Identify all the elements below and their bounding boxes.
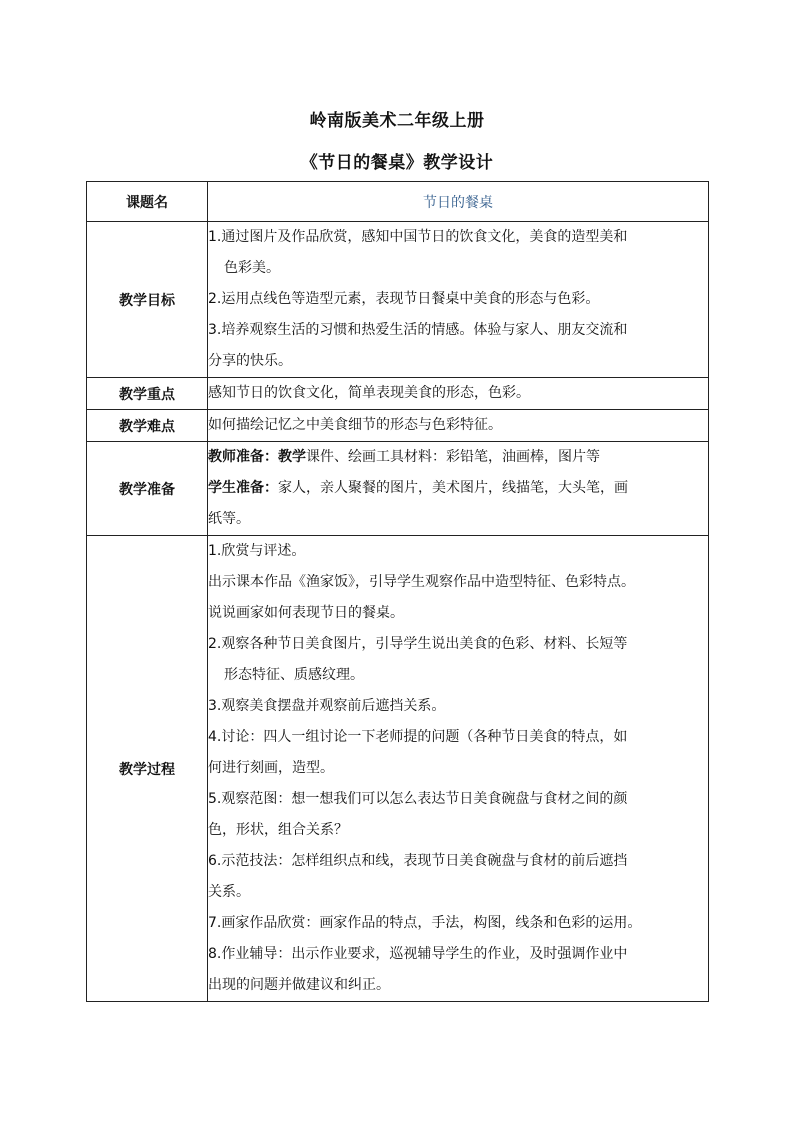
document-subtitle: 《节日的餐桌》教学设计: [300, 153, 494, 173]
student-preparation: [208, 473, 708, 504]
student-preparation-continued: 纸等。: [208, 511, 250, 527]
process-line: 色，形状，组合关系？: [208, 822, 348, 838]
process-label: 教学过程: [87, 536, 208, 1002]
process-line: 4.讨论：四人一组讨论一下老师提的问题（各种节日美食的特点，如: [208, 729, 628, 745]
process-line: 1.欣赏与评述。: [208, 543, 306, 559]
difficulties-value: 如何描绘记忆之中美食细节的形态与色彩特征。: [208, 410, 709, 442]
process-line: 3.观察美食摆盘并观察前后遮挡关系。: [208, 698, 446, 714]
key-points-value: 感知节日的饮食文化，简单表现美食的形态，色彩。: [208, 378, 709, 410]
topic-label: 课题名: [87, 182, 208, 222]
student-preparation-label: 学生准备：: [208, 480, 278, 496]
teacher-preparation-value: 课件、绘画工具材料：彩铅笔，油画棒，图片等: [306, 449, 600, 465]
process-content: [208, 536, 709, 1002]
teacher-preparation-label: 教师准备：: [208, 449, 278, 465]
objectives-content: [208, 222, 709, 378]
table-row-preparation: [87, 442, 709, 536]
objective-line: 色彩美。: [224, 260, 280, 276]
process-line: 5.观察范图：想一想我们可以怎么表达节日美食碗盘与食材之间的颜: [208, 791, 628, 807]
objective-line: 2.运用点线色等造型元素，表现节日餐桌中美食的形态与色彩。: [208, 291, 600, 307]
student-preparation-value: 家人，亲人聚餐的图片，美术图片，线描笔，大头笔，画: [278, 480, 628, 496]
lesson-plan-table: [86, 181, 709, 1002]
document-title: 岭南版美术二年级上册: [309, 111, 485, 131]
table-row-objectives: [87, 222, 709, 378]
process-line: 何进行刻画，造型。: [208, 760, 334, 776]
process-line: 出示课本作品《渔家饭》，引导学生观察作品中造型特征、色彩特点。: [208, 574, 635, 590]
teacher-preparation: [208, 442, 708, 473]
teacher-preparation-bold-word: 教学: [278, 449, 306, 465]
topic-value: 节日的餐桌: [208, 182, 709, 222]
objectives-label: 教学目标: [87, 222, 208, 378]
table-row-topic: [87, 182, 709, 222]
process-line: 关系。: [208, 884, 250, 900]
preparation-label: 教学准备: [87, 442, 208, 536]
objective-line: 3.培养观察生活的习惯和热爱生活的情感。体验与家人、朋友交流和: [208, 322, 628, 338]
process-line: 形态特征、质感纹理。: [224, 667, 364, 683]
table-row-difficulties: [87, 410, 709, 442]
difficulties-label: 教学难点: [87, 410, 208, 442]
objective-line: 分享的快乐。: [208, 353, 292, 369]
table-row-key-points: [87, 378, 709, 410]
process-line: 6.示范技法：怎样组织点和线，表现节日美食碗盘与食材的前后遮挡: [208, 853, 628, 869]
table-row-process: [87, 536, 709, 1002]
process-line: 7.画家作品欣赏：画家作品的特点，手法，构图，线条和色彩的运用。: [208, 915, 642, 931]
process-line: 说说画家如何表现节日的餐桌。: [208, 605, 404, 621]
process-line: 出现的问题并做建议和纠正。: [208, 977, 390, 993]
process-line: 2.观察各种节日美食图片，引导学生说出美食的色彩、材料、长短等: [208, 636, 628, 652]
objective-line: 1.通过图片及作品欣赏，感知中国节日的饮食文化，美食的造型美和: [208, 229, 628, 245]
process-line: 8.作业辅导：出示作业要求，巡视辅导学生的作业，及时强调作业中: [208, 946, 628, 962]
key-points-label: 教学重点: [87, 378, 208, 410]
preparation-content: [208, 442, 709, 536]
